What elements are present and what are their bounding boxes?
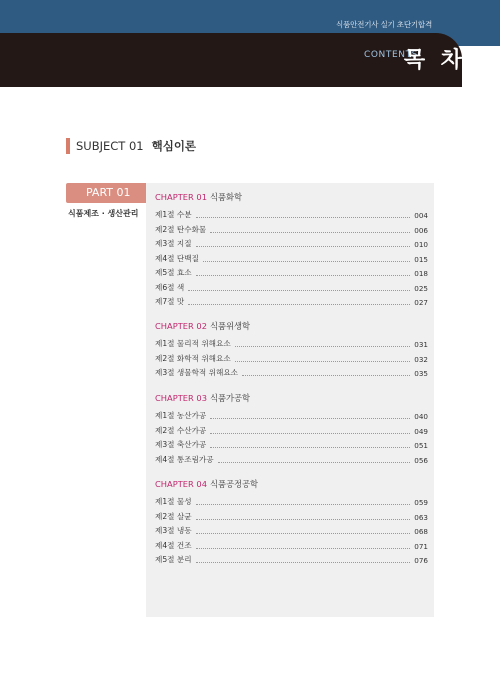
toc-entry-title: 제3절 냉동 — [155, 526, 192, 535]
toc-entry[interactable] — [155, 525, 428, 536]
toc-entry-page: 068 — [414, 527, 428, 536]
toc-entry-title: 제7절 맛 — [155, 297, 185, 306]
toc-entry[interactable] — [155, 425, 428, 436]
toc-entry[interactable] — [155, 296, 428, 307]
toc-entry-title: 제1절 수분 — [155, 210, 192, 219]
book-title: 식품안전기사 실기 초단기합격 — [336, 20, 432, 29]
toc-entry[interactable] — [155, 353, 428, 364]
toc-entry[interactable] — [155, 511, 428, 522]
toc-entry[interactable] — [155, 439, 428, 450]
toc-entry-page: 018 — [414, 269, 428, 278]
toc-entry-page: 056 — [414, 455, 428, 465]
dot-leader — [210, 447, 410, 448]
chapter-heading — [155, 478, 258, 490]
chapter-number: CHAPTER 02 — [155, 321, 207, 331]
chapter-heading — [155, 320, 250, 332]
contents-label: CONTENTS — [363, 50, 418, 60]
toc-entry[interactable] — [155, 253, 428, 264]
dot-leader — [188, 304, 410, 305]
chapter-name: 식품가공학 — [209, 393, 251, 403]
toc-entry-title: 제5절 분리 — [155, 555, 192, 564]
chapter-name: 식품공정공학 — [209, 479, 259, 489]
toc-entry-page: 035 — [414, 369, 428, 378]
toc-entry-title: 제4절 단백질 — [155, 253, 199, 263]
dot-leader — [210, 433, 410, 434]
toc-entry[interactable] — [155, 367, 428, 378]
toc-entry[interactable] — [155, 338, 428, 349]
dot-leader — [242, 375, 410, 376]
dot-leader — [196, 533, 411, 534]
toc-entry-title: 제3절 지질 — [155, 239, 192, 248]
part-subtitle: 식품제조 · 생산관리 — [68, 209, 139, 218]
toc-entry-title: 제2절 살균 — [155, 511, 192, 521]
toc-entry-page: 032 — [414, 354, 428, 364]
dot-leader — [203, 261, 410, 262]
toc-entry-title: 제2절 수산가공 — [155, 425, 207, 435]
chapter-name: 식품위생학 — [209, 321, 251, 331]
toc-entry-page: 010 — [414, 240, 428, 249]
toc-entry[interactable] — [155, 454, 428, 465]
toc-entry-title: 제4절 건조 — [155, 540, 192, 550]
toc-entry[interactable] — [155, 496, 428, 507]
toc-entry-title: 제2절 탄수화물 — [155, 224, 207, 234]
toc-entry[interactable] — [155, 238, 428, 249]
dot-leader — [196, 519, 411, 520]
dot-leader — [196, 217, 411, 218]
dot-leader — [235, 361, 411, 362]
toc-entry[interactable] — [155, 540, 428, 551]
toc-entry-page: 063 — [414, 512, 428, 522]
dot-leader — [210, 418, 410, 419]
dot-leader — [196, 504, 411, 505]
header-dark-band — [0, 33, 462, 87]
toc-entry[interactable] — [155, 282, 428, 293]
chapter-number: CHAPTER 03 — [155, 393, 207, 403]
toc-entry-page: 040 — [414, 412, 428, 421]
dot-leader — [196, 562, 411, 563]
toc-entry-page: 059 — [414, 498, 428, 507]
toc-entry-page: 076 — [414, 556, 428, 565]
part-label: PART 01 — [86, 186, 131, 199]
toc-entry-page: 004 — [414, 211, 428, 220]
chapter-heading — [155, 392, 250, 404]
subject-number: SUBJECT 01 — [76, 139, 144, 153]
dot-leader — [196, 548, 411, 549]
toc-entry-title: 제1절 농산가공 — [155, 411, 207, 420]
dot-leader — [188, 290, 410, 291]
toc-entry-title: 제2절 화학적 위해요소 — [155, 353, 231, 363]
toc-entry-page: 006 — [414, 225, 428, 235]
toc-entry-page: 051 — [414, 441, 428, 450]
toc-entry-title: 제4절 통조림가공 — [155, 454, 214, 464]
toc-entry-title: 제5절 효소 — [155, 268, 192, 277]
toc-entry[interactable] — [155, 209, 428, 220]
chapter-number: CHAPTER 04 — [155, 479, 207, 489]
dot-leader — [210, 232, 410, 233]
dot-leader — [235, 346, 411, 347]
toc-entry-title: 제3절 생물학적 위해요소 — [155, 368, 239, 377]
dot-leader — [196, 246, 411, 247]
chapter-heading — [155, 191, 242, 203]
dot-leader — [218, 462, 411, 463]
toc-entry-page: 071 — [414, 541, 428, 551]
dot-leader — [196, 275, 411, 276]
toc-entry-page: 015 — [414, 254, 428, 264]
toc-entry[interactable] — [155, 554, 428, 565]
toc-entry-title: 제6절 색 — [155, 282, 185, 292]
toc-entry-page: 027 — [414, 298, 428, 307]
toc-entry-title: 제1절 물리적 위해요소 — [155, 339, 231, 348]
toc-entry[interactable] — [155, 267, 428, 278]
toc-entry-page: 025 — [414, 283, 428, 293]
toc-entry-page: 049 — [414, 426, 428, 436]
chapter-name: 식품화학 — [209, 192, 243, 202]
toc-entry-title: 제3절 축산가공 — [155, 440, 207, 449]
toc-entry[interactable] — [155, 224, 428, 235]
toc-entry[interactable] — [155, 410, 428, 421]
toc-entry-page: 031 — [414, 340, 428, 349]
chapter-number: CHAPTER 01 — [155, 192, 207, 202]
subject-heading — [66, 138, 196, 154]
toc-entry-title: 제1절 물성 — [155, 497, 192, 506]
page-title: 목 차 — [403, 48, 466, 73]
subject-title: 핵심이론 — [151, 139, 197, 153]
